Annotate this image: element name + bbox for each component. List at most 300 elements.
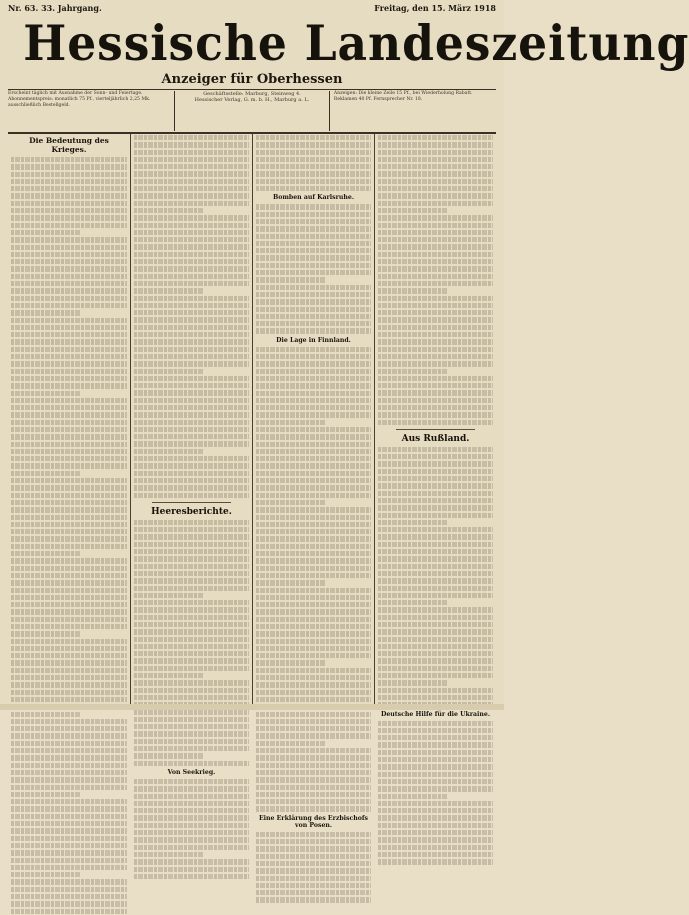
text-line [256,441,371,448]
text-line [256,203,371,210]
text-line [256,291,371,298]
text-line [134,477,249,484]
text-line [11,521,127,528]
text-line [256,470,371,477]
article-body-placeholder [256,134,371,192]
text-line [134,280,249,287]
text-line [378,570,493,577]
text-line [11,893,127,900]
text-line [11,455,127,462]
text-line [378,353,493,360]
text-line [11,587,127,594]
text-line [134,814,249,821]
text-line [134,672,203,679]
article-headline: Die Bedeutung des Krieges. [29,136,109,154]
text-line [256,240,371,247]
text-line [378,316,493,323]
text-line [256,853,371,860]
text-line [256,845,371,852]
text-line [11,477,127,484]
text-line [11,317,127,324]
text-line [256,484,371,491]
page-bottom-edge [0,704,504,710]
text-line [11,725,127,732]
text-line [134,382,249,389]
text-line [134,389,249,396]
info-press: Hessischer Verlag, G. m. b. H., Marburg a. L. [194,97,310,103]
text-line [378,338,493,345]
text-line [134,785,249,792]
text-line [134,236,249,243]
text-line [11,565,127,572]
text-line [134,800,249,807]
text-line [378,541,493,548]
text-line [11,886,127,893]
text-line [134,258,249,265]
text-line [134,752,203,759]
text-line [134,665,249,672]
text-line [134,185,249,192]
text-line [378,419,493,426]
info-subscription: Erscheint täglich mit Ausnahme der Sonn- und Feiertage. Abonnementspreis: monatlich 75 Pf., vierteljährlich 2,25 Mk. ausschließlich Bestellgeld. [8,91,151,108]
text-line [134,426,249,433]
text-line [11,390,81,397]
text-line [11,616,127,623]
text-line [134,650,249,657]
article-headline: Bomben auf Karlsruhe. [273,194,354,202]
column-2 [130,134,252,776]
text-line [134,585,249,592]
text-line [256,360,371,367]
text-line [134,134,249,141]
text-line [134,397,249,404]
text-line [378,368,447,375]
text-line [11,163,127,170]
text-line [256,141,371,148]
text-line [256,725,371,732]
text-line [134,526,249,533]
text-line [378,614,493,621]
text-line [256,225,371,232]
text-line [378,149,493,156]
text-line [11,652,127,659]
text-line [134,858,249,865]
text-line [256,375,371,382]
text-line [11,178,127,185]
text-line [378,170,493,177]
text-line [134,484,249,491]
text-line [378,295,493,302]
text-line [256,448,371,455]
text-line [378,324,493,331]
text-line [11,287,127,294]
text-line [256,218,371,225]
info-publisher [179,91,325,131]
text-line [256,769,371,776]
text-line [11,156,127,163]
text-line [256,462,371,469]
text-line [11,411,127,418]
text-line [134,316,249,323]
text-line [134,192,249,199]
text-line [378,236,493,243]
text-line [378,533,493,540]
text-line [378,851,493,858]
text-line [134,265,249,272]
text-line [11,324,127,331]
article-columns [8,134,496,829]
text-line [256,889,371,896]
text-line [256,411,371,418]
text-line [378,793,447,800]
text-line [134,548,249,555]
text-line [256,798,371,805]
text-line [256,419,325,426]
text-line [378,643,493,650]
text-line [378,844,493,851]
article-body-placeholder [134,778,249,880]
text-line [11,484,127,491]
article-body-placeholder [256,831,371,904]
text-line [256,247,371,254]
text-line [378,512,493,519]
text-line [134,793,249,800]
text-line [378,657,493,664]
text-line [256,382,371,389]
text-line [256,178,371,185]
text-line [134,200,249,207]
text-line [11,776,127,783]
text-line [11,265,127,272]
text-line [11,689,127,696]
text-line [11,535,127,542]
article-headline: Die Lage in Finnland. [276,336,351,344]
text-line [11,185,127,192]
text-line [11,747,127,754]
text-line [256,320,371,327]
text-line [11,470,81,477]
text-line [256,543,371,550]
text-line [378,134,493,141]
text-line [11,426,127,433]
text-line [256,284,371,291]
text-line [11,857,127,864]
text-line [378,178,493,185]
text-line [11,645,127,652]
text-line [378,207,447,214]
text-line [11,784,127,791]
text-line [256,550,371,557]
text-line [134,851,203,858]
text-line [11,419,127,426]
text-line [378,763,493,770]
text-line [256,276,325,283]
text-line [256,327,371,334]
text-line [134,836,249,843]
text-line [378,475,493,482]
text-line [378,563,493,570]
text-line [378,585,493,592]
issue-number: Nr. 63. 33. Jahrgang. [8,3,102,13]
text-line [256,791,371,798]
text-line [378,829,493,836]
text-line [378,756,493,763]
article-separator [152,502,231,503]
text-line [256,163,371,170]
text-line [378,836,493,843]
text-line [11,258,127,265]
text-line [378,771,493,778]
text-line [256,269,371,276]
text-line [134,331,249,338]
text-line [256,762,371,769]
text-line [134,375,249,382]
text-line [256,630,371,637]
text-line [256,492,371,499]
text-line [134,229,249,236]
text-line [256,211,371,218]
text-line [11,908,127,915]
text-line [134,636,249,643]
text-line [11,200,127,207]
text-line [134,541,249,548]
text-line [256,659,325,666]
text-line [11,732,127,739]
text-line [256,346,371,353]
text-line [256,185,371,192]
text-line [378,331,493,338]
text-line [378,251,493,258]
text-line [378,156,493,163]
column-4 [374,134,496,718]
text-line [134,606,249,613]
text-line [134,829,249,836]
text-line [134,222,249,229]
text-line [378,482,493,489]
text-line [256,776,371,783]
text-line [11,871,81,878]
text-line [256,528,371,535]
text-line [11,849,127,856]
text-line [11,711,81,718]
text-line [378,606,493,613]
text-line [11,441,127,448]
text-line [11,251,127,258]
text-line [134,243,249,250]
text-line [134,368,203,375]
text-line [134,716,249,723]
text-line [378,727,493,734]
text-line [11,572,127,579]
text-line [134,657,249,664]
text-line [11,579,127,586]
text-line [256,667,371,674]
text-line [134,694,249,701]
text-line [378,382,493,389]
text-line [378,555,493,562]
text-line [11,667,127,674]
text-line [256,681,371,688]
text-line [256,645,371,652]
text-line [378,548,493,555]
text-line [256,747,371,754]
text-line [256,689,371,696]
text-line [11,302,127,309]
text-line [256,860,371,867]
text-line [11,681,127,688]
text-line [256,514,371,521]
text-line [134,163,249,170]
article-body-placeholder [256,203,371,334]
text-line [11,813,127,820]
text-line [134,462,249,469]
info-advertising: Anzeigen: Die kleine Zeile 15 Pf., bei Wiederholung Rabatt. Reklamen 40 Pf. Fernsprecher Nr. 18. [333,91,473,102]
text-line [11,462,127,469]
text-line [378,185,493,192]
text-line [134,533,249,540]
info-divider [174,91,175,131]
text-line [256,535,371,542]
masthead-subtitle: Anzeiger für Oberhessen [161,72,343,87]
text-line [378,397,493,404]
text-line [11,769,127,776]
text-line [11,900,127,907]
text-line [256,579,325,586]
text-line [134,455,249,462]
text-line [256,674,371,681]
text-line [378,672,493,679]
text-line [11,309,81,316]
text-line [11,404,127,411]
text-line [11,492,127,499]
text-line [256,696,371,703]
text-line [378,800,493,807]
article-headline: Heeresberichte. [151,506,232,517]
text-line [134,679,249,686]
text-line [11,338,127,345]
text-line [134,324,249,331]
article-body-placeholder [134,134,249,499]
text-line [378,229,493,236]
text-line [256,732,371,739]
text-line [11,827,127,834]
text-line [256,499,325,506]
text-line [11,236,127,243]
text-line [378,807,493,814]
text-line [256,455,371,462]
text-line [378,287,447,294]
text-line [378,636,493,643]
text-line [11,798,127,805]
text-line [256,838,371,845]
article-headline: Eine Erklärung des Erzbischofs von Posen. [258,814,369,829]
text-line [134,873,249,880]
text-line [134,730,249,737]
text-line [11,608,127,615]
text-line [11,543,127,550]
text-line [11,674,127,681]
text-line [11,601,127,608]
text-line [256,867,371,874]
article-body-placeholder [378,134,493,426]
article-body-placeholder [378,446,493,709]
text-line [378,273,493,280]
text-line [11,499,127,506]
text-line [256,306,371,313]
text-line [378,222,493,229]
text-line [134,577,249,584]
text-line [378,497,493,504]
text-line [134,295,249,302]
text-line [134,723,249,730]
text-line [256,718,371,725]
text-line [256,882,371,889]
text-line [256,784,371,791]
text-line [378,526,493,533]
text-line [256,353,371,360]
text-line [378,309,493,316]
text-line [256,426,371,433]
text-line [134,778,249,785]
text-line [11,740,127,747]
text-line [134,287,203,294]
text-line [378,389,493,396]
text-line [256,156,371,163]
text-line [134,419,249,426]
text-line [378,741,493,748]
article-headline: Aus Rußland. [401,433,470,444]
header-rule-top [8,89,496,90]
text-line [256,565,371,572]
text-line [256,477,371,484]
text-line [11,528,127,535]
text-line [11,222,127,229]
text-line [378,749,493,756]
text-line [256,875,371,882]
text-line [11,842,127,849]
text-line [134,614,249,621]
text-line [378,650,493,657]
text-line [256,754,371,761]
text-line [256,233,371,240]
text-line [256,368,371,375]
text-line [11,835,127,842]
text-line [378,346,493,353]
text-line [378,453,493,460]
text-line [378,814,493,821]
text-line [378,778,493,785]
text-line [378,460,493,467]
column-3 [252,134,374,829]
info-office: Geschäftsstelle: Marburg, Steinweg 4. [203,91,301,97]
text-line [11,762,127,769]
text-line [256,149,371,156]
text-line [256,896,371,903]
text-line [11,791,81,798]
text-line [256,433,371,440]
text-line [134,404,249,411]
text-line [256,587,371,594]
text-line [256,805,371,812]
text-line [134,411,249,418]
info-divider [329,91,330,131]
text-line [378,592,493,599]
text-line [256,262,371,269]
text-line [378,490,493,497]
text-line [134,207,203,214]
text-line [134,822,249,829]
text-line [11,244,127,251]
